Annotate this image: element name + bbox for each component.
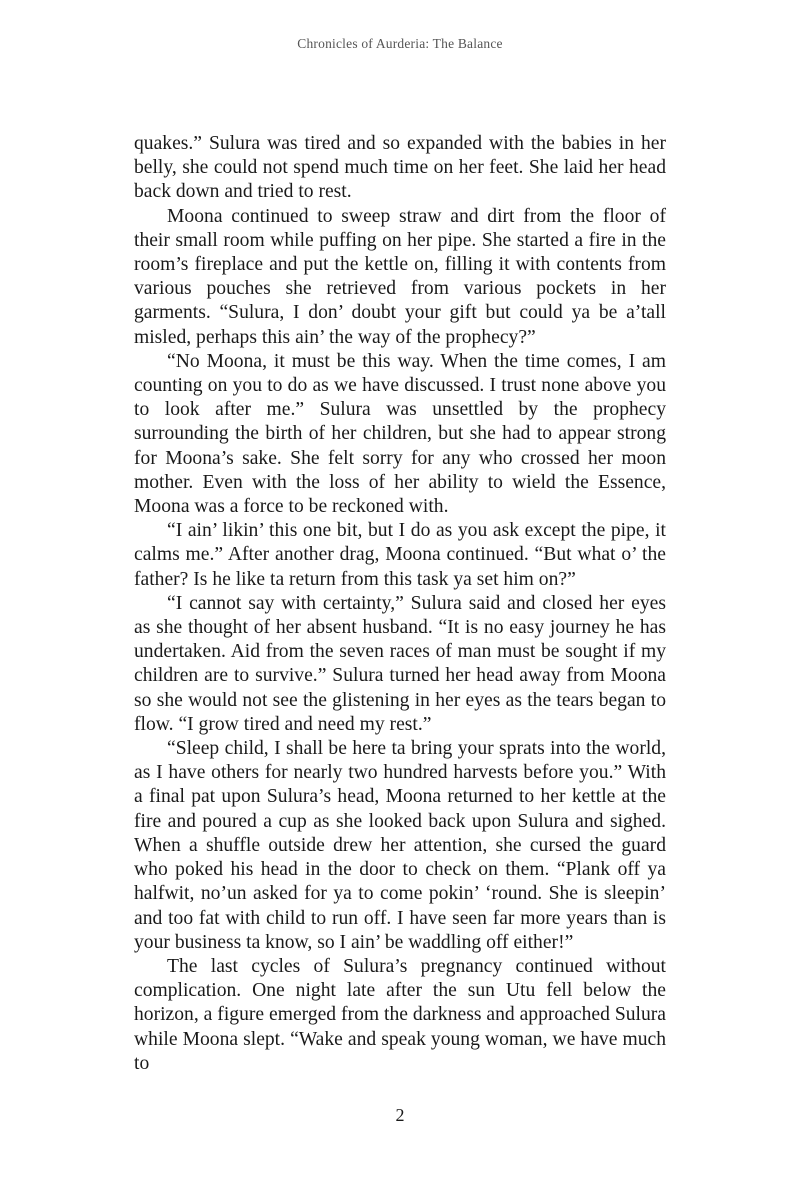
body-text	[134, 132, 666, 1076]
page-number: 2	[395, 1105, 405, 1125]
paragraph: The last cycles of Sulura’s pregnancy continued without complication. One night late after the sun Utu fell below the horizon, a figure emerged from the darkness and approached Sulura while Moona slept. “Wake and speak young woman, we have much to	[134, 955, 666, 1074]
paragraph: “I cannot say with certainty,” Sulura said and closed her eyes as she thought of her absent husband. “It is no easy journey he has undertaken. Aid from the seven races of man must be sought if my children are to survive.” Sulura turned her head away from Moona so she would not see the glistening in her eyes as the tears began to flow. “I grow tired and need my rest.”	[134, 592, 666, 735]
paragraph: “Sleep child, I shall be here ta bring your sprats into the world, as I have others for nearly two hundred harvests before you.” With a final pat upon Sulura’s head, Moona returned to her kettle at the fire and poured a cup as she looked back upon Sulura and sighed. When a shuffle outside drew her attention, she cursed the guard who poked his head in the door to check on them. “Plank off ya halfwit, no’un asked for ya to come pokin’ ‘round. She is sleepin’ and too fat with child to run off. I have seen far more years than is your business ta know, so I ain’ be waddling off either!”	[134, 738, 666, 953]
paragraph: “I ain’ likin’ this one bit, but I do as you ask except the pipe, it calms me.” After another drag, Moona continued. “But what o’ the father? Is he like ta return from this task ya set him on?”	[134, 520, 666, 590]
paragraph: “No Moona, it must be this way. When the time comes, I am counting on you to do as we have discussed. I trust none above you to look after me.” Sulura was unsettled by the prophecy surrounding the birth of her children, but she had to appear strong for Moona’s sake. She felt sorry for any who crossed her moon mother. Even with the loss of her ability to wield the Essence, Moona was a force to be reckoned with.	[134, 350, 666, 518]
paragraph: Moona continued to sweep straw and dirt from the floor of their small room while puffing on her pipe. She started a fire in the room’s fireplace and put the kettle on, filling it with contents from various pouches she retrieved from various pockets in her garments. “Sulura, I don’ doubt your gift but could ya be a’tall misled, perhaps this ain’ the way of the prophecy?”	[134, 205, 666, 348]
paragraph: quakes.” Sulura was tired and so expanded with the babies in her belly, she could not spend much time on her feet. She laid her head back down and tried to rest.	[134, 133, 666, 203]
running-header: Chronicles of Aurderia: The Balance	[297, 36, 503, 51]
